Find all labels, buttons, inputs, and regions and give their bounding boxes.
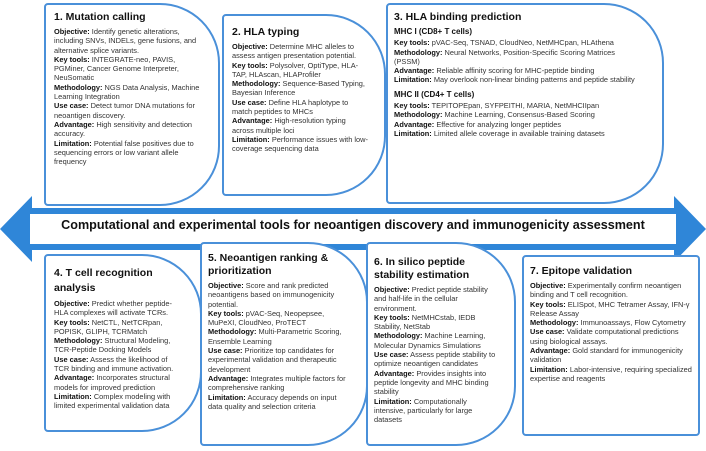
- card-mutation-calling: [44, 3, 220, 206]
- mhc2-key-tools: Key tools: TEPITOPEpan, SYFPEITHI, MARIA, NetMHCIIpan: [394, 101, 600, 111]
- card-title: 4. T cell recognition analysis: [54, 267, 153, 294]
- card-title: 7. Epitope validation: [530, 265, 633, 277]
- use-case: Use case: Assess the likelihood of TCR binding and immune activation.: [54, 354, 174, 374]
- advantage: Advantage: High sensitivity and detection accuracy.: [54, 119, 193, 139]
- card-title: 6. In silico peptide stability estimation: [374, 256, 470, 281]
- card-title: 3. HLA binding prediction: [394, 11, 522, 23]
- card-title: 2. HLA typing: [232, 26, 300, 38]
- methodology: Methodology: Machine Learning, Molecular Dynamics Simulations: [374, 331, 486, 350]
- advantage: Advantage: Incorporates structural models for improved prediction: [54, 373, 170, 392]
- methodology: Methodology: Immunoassays, Flow Cytometry: [530, 318, 686, 328]
- card-hla-typing: [222, 14, 386, 196]
- key-tools: Key tools: NetMHCstab, IEDB Stability, NetStab: [374, 312, 476, 332]
- methodology: Methodology: NGS Data Analysis, Machine Learning Integration: [54, 82, 200, 102]
- card-title: 5. Neoantigen ranking & prioritization: [208, 252, 329, 277]
- use-case: Use case: Validate computational predictions using biological assays.: [530, 327, 679, 346]
- limitation: Limitation: Labor-intensive, requiring specialized expertise and reagents: [530, 364, 692, 383]
- use-case: Use case: Detect tumor DNA mutations for neoantigen discovery.: [54, 101, 195, 120]
- advantage: Advantage: Provides insights into peptide longevity and MHC binding stability: [374, 368, 489, 397]
- mhc1-methodology: Methodology: Neural Networks, Position-Specific Scoring Matrices (PSSM): [394, 47, 615, 66]
- methodology: Methodology: Sequence-Based Typing, Bayesian Inference: [232, 79, 365, 98]
- card-peptide-stability: [366, 242, 516, 446]
- use-case: Use case: Prioritize top candidates for experimental validation and therapeutic development: [208, 346, 337, 374]
- card-hla-binding-prediction: [386, 3, 664, 204]
- banner-title: Computational and experimental tools for neoantigen discovery and immunogenicity assessment: [61, 218, 645, 232]
- limitation: Limitation: Complex modeling with limited experimental validation data: [54, 391, 171, 411]
- limitation: Limitation: Accuracy depends on input data quality and selection criteria: [208, 392, 337, 411]
- key-tools: Key tools: NetCTL, NetTCRpan, POPISK, GLIPH, TCRMatch: [54, 317, 163, 336]
- limitation: Limitation: Computationally intensive, particularly for large datasets: [374, 396, 473, 425]
- mhc1-advantage: Advantage: Reliable affinity scoring for MHC-peptide binding: [394, 66, 595, 76]
- card-title: 1. Mutation calling: [54, 11, 146, 23]
- objective: Objective: Predict whether peptide-HLA complexes will activate TCRs.: [54, 299, 172, 318]
- mhc1-limitation: Limitation: May overlook non-linear binding patterns and peptide stability: [394, 75, 635, 85]
- methodology: Methodology: Structural Modeling, TCR-Peptide Docking Models: [54, 336, 171, 355]
- advantage: Advantage: High-resolution typing across multiple loci: [232, 116, 346, 135]
- limitation: Limitation: Potential false positives due to sequencing errors or low variant allele frequency: [54, 138, 194, 167]
- mhc1-subtitle: MHC I (CD8+ T cells): [394, 27, 473, 36]
- key-tools: Key tools: ELISpot, MHC Tetramer Assay, IFN-γ Release Assay: [530, 299, 690, 318]
- key-tools: Key tools: INTEGRATE-neo, PAVIS, PGMiner, Cancer Genome Interpreter, NeuSomatic: [54, 54, 179, 83]
- mhc2-limitation: Limitation: Limited allele coverage in available training datasets: [394, 128, 605, 138]
- limitation: Limitation: Performance issues with low-coverage sequencing data: [232, 134, 368, 154]
- objective: Objective: Predict peptide stability and half-life in the cellular environment.: [374, 285, 488, 313]
- card-epitope-validation: [522, 255, 700, 436]
- mhc2-advantage: Advantage: Effective for analyzing longer peptides: [394, 119, 562, 129]
- advantage: Advantage: Gold standard for immunogenicity validation: [530, 346, 683, 365]
- objective: Objective: Determine MHC alleles to assess antigen presentation potential.: [232, 42, 357, 61]
- objective: Objective: Experimentally confirm neoantigen binding and T cell recognition.: [530, 281, 682, 300]
- use-case: Use case: Assess peptide stability to optimize neoantigen candidates: [374, 350, 496, 369]
- key-tools: Key tools: Polysolver, OptiType, HLA-TAP, HLAscan, HLAProfiler: [232, 60, 359, 79]
- key-tools: Key tools: pVAC-Seq, Neopepsee, MuPeXI, CloudNeo, ProTECT: [208, 308, 325, 328]
- use-case: Use case: Define HLA haplotype to match peptides to MHCs: [232, 97, 349, 117]
- mhc1-key-tools: Key tools: pVAC-Seq, TSNAD, CloudNeo, NetMHCpan, HLAthena: [394, 38, 614, 48]
- advantage: Advantage: Integrates multiple factors for comprehensive ranking: [208, 373, 346, 393]
- card-neoantigen-ranking: [200, 242, 368, 446]
- objective: Objective: Score and rank predicted neoantigens based on immunogenicity potential.: [208, 281, 335, 309]
- methodology: Methodology: Multi-Parametric Scoring, Ensemble Learning: [208, 327, 342, 346]
- mhc2-methodology: Methodology: Machine Learning, Consensus-Based Scoring: [394, 110, 595, 120]
- mhc2-subtitle: MHC II (CD4+ T cells): [394, 89, 475, 99]
- objective: Objective: Identify genetic alterations, including SNVs, INDELs, gene fusions, and alternative splice variants.: [54, 27, 197, 55]
- card-t-cell-recognition: [44, 254, 202, 432]
